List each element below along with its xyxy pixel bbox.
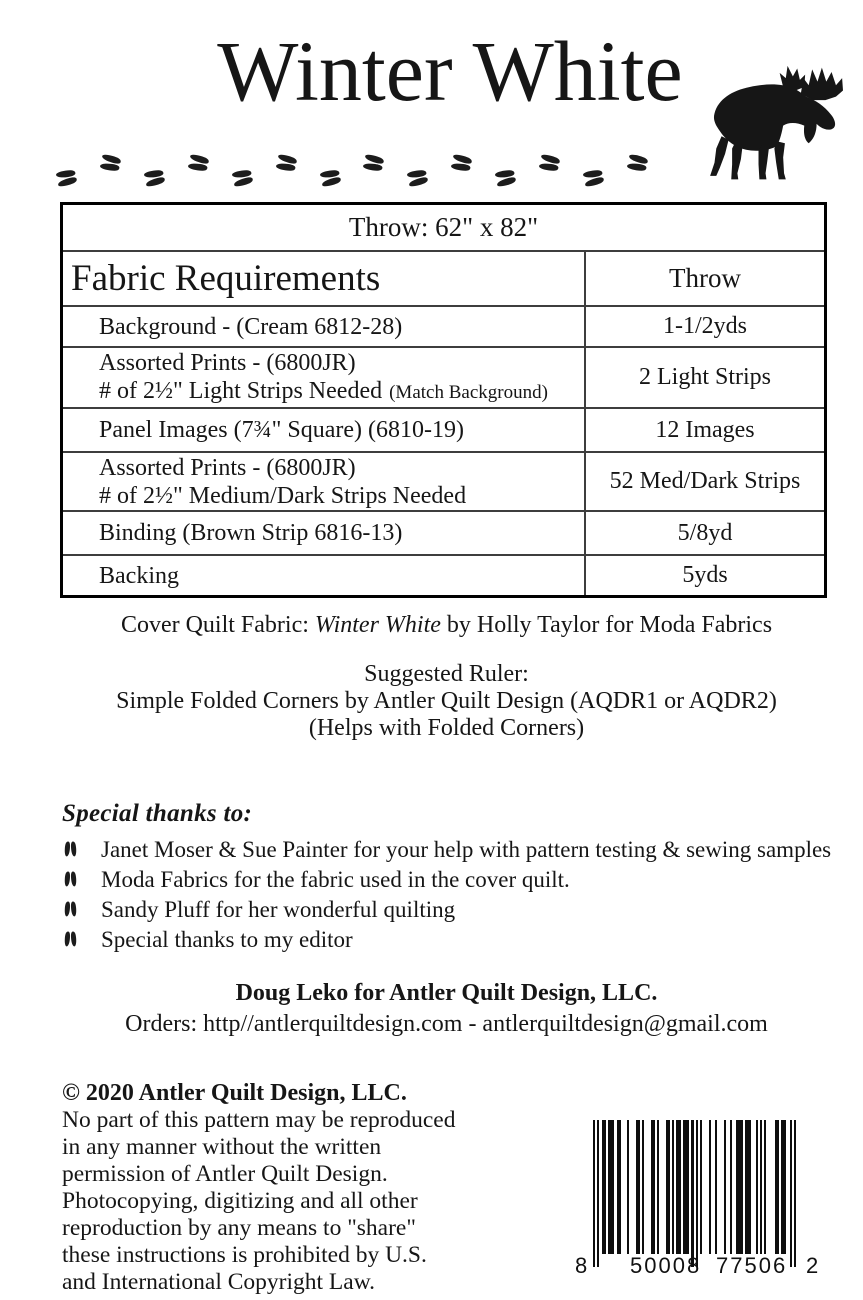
upc-barcode	[577, 1120, 837, 1285]
hoofprint-bullet-icon	[64, 840, 77, 858]
hoofprint-track-icon	[361, 152, 386, 173]
suggested-ruler-block	[30, 661, 863, 742]
table-row-light-strips	[63, 346, 824, 407]
table-header-throw: Throw	[584, 252, 824, 305]
barcode-digit-right: 2	[806, 1253, 821, 1278]
table-row-binding	[63, 510, 824, 554]
hoofprint-track-icon	[98, 152, 123, 173]
hoofprint-track-icon	[449, 152, 474, 173]
barcode-digit-left: 8	[575, 1253, 590, 1278]
copyright-line: No part of this pattern may be reproduced	[62, 1107, 456, 1133]
barcode-digit-group1: 50008	[630, 1253, 702, 1278]
thanks-item-text: Moda Fabrics for the fabric used in the cover quilt.	[101, 867, 570, 892]
hoofprint-bullet-icon	[64, 870, 77, 888]
hoofprint-track-icon	[625, 152, 650, 173]
hoofprint-track-icon	[493, 167, 518, 188]
copyright-heading: © 2020 Antler Quilt Design, LLC.	[62, 1080, 407, 1106]
cover-fabric-line: Cover Quilt Fabric: Winter White by Holly Taylor for Moda Fabrics	[120, 612, 773, 638]
table-row-panel-images	[63, 407, 824, 451]
barcode-bars	[593, 1120, 796, 1268]
ruler-line-2: Simple Folded Corners by Antler Quilt Design (AQDR1 or AQDR2)	[116, 688, 777, 714]
hoofprint-track-icon	[318, 167, 343, 188]
table-row-background	[63, 305, 824, 346]
table-header-fabric: Fabric Requirements	[71, 258, 381, 299]
thanks-item-text: Sandy Pluff for her wonderful quilting	[101, 897, 456, 922]
special-thanks-heading: Special thanks to:	[62, 800, 253, 827]
hoofprint-bullet-icon	[64, 900, 77, 918]
copyright-line: reproduction by any means to "share"	[62, 1215, 416, 1241]
hoofprint-track-icon	[537, 152, 562, 173]
hoofprint-track-icon	[230, 167, 255, 188]
row-label: Panel Images (7¾" Square) (6810-19)	[99, 417, 465, 443]
list-item	[62, 897, 854, 923]
hoofprint-track-icon	[54, 167, 79, 188]
copyright-line: Photocopying, digitizing and all other	[62, 1188, 418, 1214]
row-label: Background - (Cream 6812-28)	[99, 313, 403, 340]
barcode-module	[794, 1120, 796, 1267]
row-value: 52 Med/Dark Strips	[584, 453, 824, 510]
fabric-requirements-table	[60, 202, 827, 598]
ruler-line-1: Suggested Ruler:	[364, 661, 529, 687]
table-size-header: Throw: 62" x 82"	[348, 212, 539, 242]
thanks-item-text: Janet Moser & Sue Painter for your help with pattern testing & sewing samples	[101, 837, 832, 862]
author-credit-line: Doug Leko for Antler Quilt Design, LLC.	[235, 980, 658, 1006]
table-row-backing	[63, 554, 824, 595]
special-thanks-list	[62, 837, 854, 953]
row-label: Assorted Prints - (6800JR)	[99, 454, 356, 481]
copyright-line: in any manner without the written	[62, 1134, 382, 1160]
ruler-line-3: (Helps with Folded Corners)	[308, 715, 585, 741]
copyright-line: and International Copyright Law.	[62, 1269, 376, 1295]
hoofprint-track-icon	[581, 167, 606, 188]
special-thanks-section	[62, 800, 854, 957]
hoofprint-track-icon	[405, 167, 430, 188]
hoofprint-track-icon	[142, 167, 167, 188]
row-value: 5/8yd	[584, 512, 824, 554]
copyright-line: permission of Antler Quilt Design.	[62, 1161, 388, 1187]
hoofprint-track-icon	[274, 152, 299, 173]
row-label: Assorted Prints - (6800JR)	[99, 349, 356, 376]
hoofprint-bullet-icon	[64, 930, 77, 948]
table-row-dark-strips	[63, 451, 824, 510]
row-label: Backing	[99, 562, 179, 589]
barcode-digit-group2: 77506	[716, 1253, 788, 1278]
row-label: Binding (Brown Strip 6816-13)	[99, 520, 403, 546]
thanks-item-text: Special thanks to my editor	[101, 927, 353, 952]
list-item	[62, 927, 854, 953]
row-label-line2: # of 2½" Light Strips Needed (Match Background)	[99, 377, 548, 404]
list-item	[62, 867, 854, 893]
table-header-row	[63, 250, 824, 305]
fabric-name: Winter White	[314, 612, 441, 638]
row-value: 5yds	[584, 556, 824, 595]
copyright-line: these instructions is prohibited by U.S.	[62, 1242, 427, 1268]
hoofprint-track-icon	[186, 152, 211, 173]
row-value: 1-1/2yds	[584, 307, 824, 346]
list-item	[62, 837, 854, 863]
copyright-block	[62, 1080, 502, 1296]
moose-icon	[701, 50, 853, 182]
row-value: 12 Images	[584, 409, 824, 451]
row-label-note: (Match Background)	[389, 381, 548, 403]
row-value: 2 Light Strips	[584, 348, 824, 407]
orders-contact-line: Orders: http//antlerquiltdesign.com - antlerquiltdesign@gmail.com	[125, 1011, 768, 1037]
page-title: Winter White	[217, 23, 683, 119]
row-label-line2: # of 2½" Medium/Dark Strips Needed	[99, 482, 467, 509]
moose-tracks	[58, 147, 646, 193]
